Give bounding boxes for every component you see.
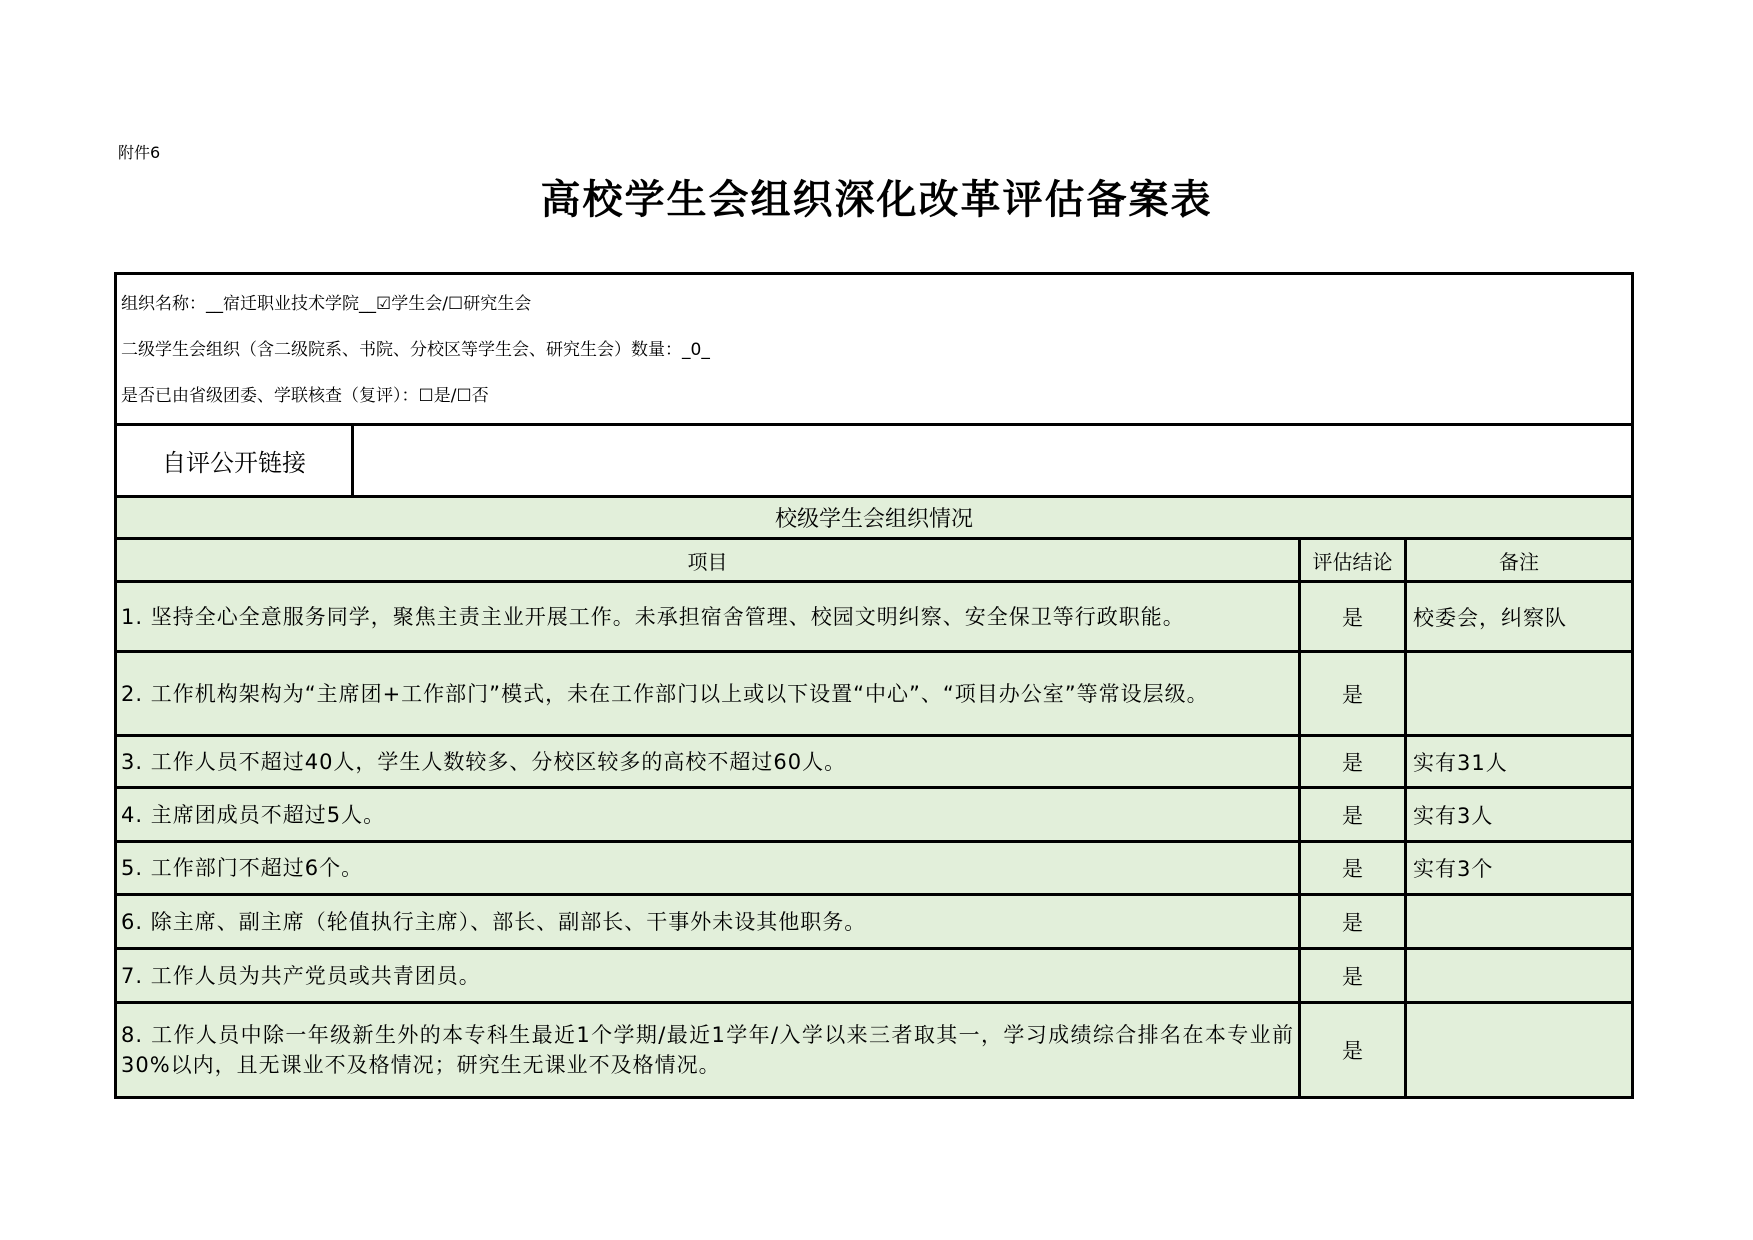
row-conclusion: 是: [1300, 582, 1406, 652]
header-row: [116, 539, 1633, 582]
row-conclusion: 是: [1300, 842, 1406, 895]
evaluation-form-table: [114, 272, 1634, 1099]
table-row: [116, 652, 1633, 736]
row-conclusion: 是: [1300, 895, 1406, 949]
self-eval-link-value[interactable]: [353, 425, 1633, 497]
table-row: [116, 1003, 1633, 1098]
row-item: 8. 工作人员中除一年级新生外的本专科生最近1个学期/最近1学年/入学以来三者取其一，学习成绩综合排名在本专业前30%以内，且无课业不及格情况；研究生无课业不及格情况。: [116, 1003, 1300, 1098]
table-row: [116, 582, 1633, 652]
row-conclusion: 是: [1300, 949, 1406, 1003]
row-item: 3. 工作人员不超过40人，学生人数较多、分校区较多的高校不超过60人。: [116, 736, 1300, 788]
row-note: 校委会，纠察队: [1406, 582, 1633, 652]
row-conclusion: 是: [1300, 788, 1406, 842]
header-note: 备注: [1406, 539, 1633, 582]
link-row: [116, 425, 1633, 497]
row-note: [1406, 652, 1633, 736]
secondary-count-line: 二级学生会组织（含二级院系、书院、分校区等学生会、研究生会）数量：_0_: [121, 340, 710, 360]
row-note: 实有3个: [1406, 842, 1633, 895]
table-row: [116, 949, 1633, 1003]
self-eval-link-label: 自评公开链接: [116, 425, 353, 497]
row-note: [1406, 895, 1633, 949]
row-item: 5. 工作部门不超过6个。: [116, 842, 1300, 895]
row-note: [1406, 949, 1633, 1003]
header-item: 项目: [116, 539, 1300, 582]
section-row: [116, 497, 1633, 539]
row-item: 7. 工作人员为共产党员或共青团员。: [116, 949, 1300, 1003]
table-row: [116, 788, 1633, 842]
provincial-check-line: 是否已由省级团委、学联核查（复评）：☐是/☐否: [121, 386, 489, 406]
org-name-line: 组织名称：__宿迁职业技术学院__☑学生会/☐研究生会: [121, 294, 532, 314]
row-conclusion: 是: [1300, 652, 1406, 736]
page-title: 高校学生会组织深化改革评估备案表: [540, 176, 1213, 223]
table-row: [116, 895, 1633, 949]
row-conclusion: 是: [1300, 736, 1406, 788]
row-item: 1. 坚持全心全意服务同学，聚焦主责主业开展工作。未承担宿舍管理、校园文明纠察、安全保卫等行政职能。: [116, 582, 1300, 652]
header-conclusion: 评估结论: [1300, 539, 1406, 582]
section-title: 校级学生会组织情况: [116, 497, 1633, 539]
table-row: [116, 736, 1633, 788]
row-item: 2. 工作机构架构为“主席团+工作部门”模式，未在工作部门以上或以下设置“中心”、“项目办公室”等常设层级。: [116, 652, 1300, 736]
attachment-label: 附件6: [118, 143, 161, 162]
row-note: [1406, 1003, 1633, 1098]
row-note: 实有3人: [1406, 788, 1633, 842]
info-cell: [116, 274, 1633, 425]
row-conclusion: 是: [1300, 1003, 1406, 1098]
row-note: 实有31人: [1406, 736, 1633, 788]
row-item: 6. 除主席、副主席（轮值执行主席）、部长、副部长、干事外未设其他职务。: [116, 895, 1300, 949]
table-row: [116, 842, 1633, 895]
row-item: 4. 主席团成员不超过5人。: [116, 788, 1300, 842]
info-row: [116, 274, 1633, 425]
